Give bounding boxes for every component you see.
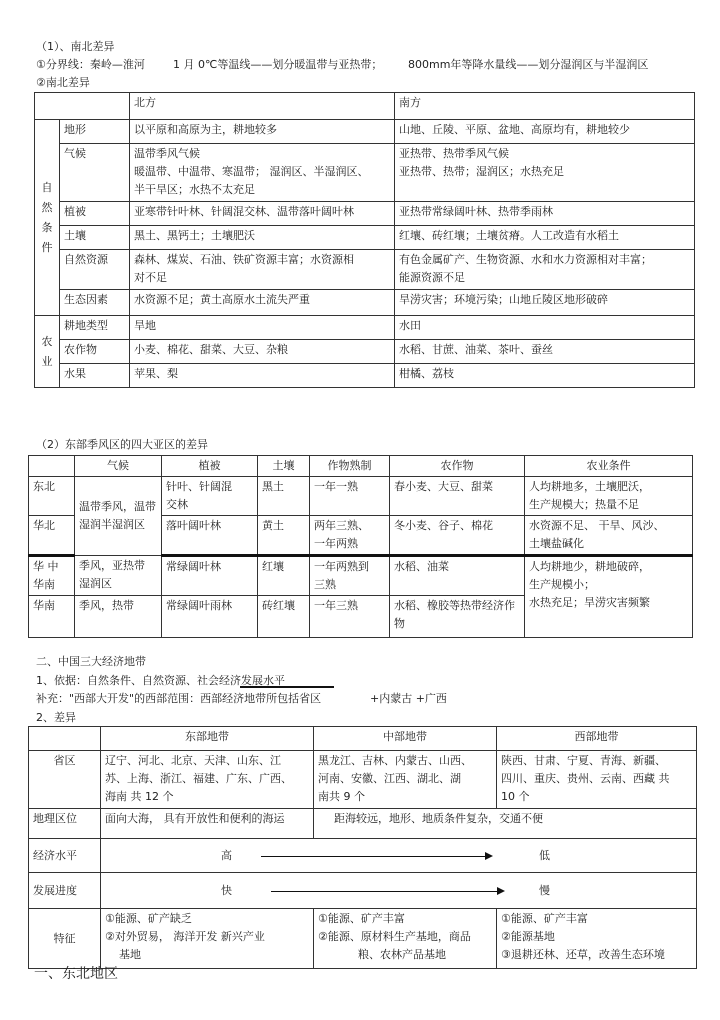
cell: 水稻、橡胶等热带经济作 物 bbox=[390, 596, 525, 638]
cell: 砖红壤 bbox=[258, 596, 310, 638]
table-row bbox=[29, 909, 697, 969]
table-row bbox=[35, 120, 695, 144]
econ-cell bbox=[101, 839, 697, 873]
cell: ①能源、矿产丰富 ②能源基地 ③退耕还林、还草，改善生态环境 bbox=[497, 909, 697, 969]
cell: 常绿阔叶林 bbox=[162, 556, 258, 596]
north-south-table bbox=[34, 92, 695, 388]
table-row bbox=[29, 809, 697, 839]
group-nature: 自然条件 bbox=[41, 180, 53, 254]
table-row bbox=[35, 226, 695, 250]
cell: 以平原和高原为主，耕地较多 bbox=[130, 120, 395, 144]
cell: 小麦、棉花、甜菜、大豆、杂粮 bbox=[130, 340, 395, 364]
cell: 黑龙江、吉林、内蒙古、山西、 河南、安徽、江西、湖北、湖 南共 9 个 bbox=[314, 751, 497, 809]
region-label: 华南 bbox=[29, 596, 75, 638]
divide-line-a: ①分界线：秦岭—淮河 bbox=[36, 58, 145, 71]
region-label: 东北 bbox=[29, 477, 75, 516]
cell: 亚寒带针叶林、针阔混交林、温带落叶阔叶林 bbox=[130, 202, 395, 226]
dev-fast: 快 bbox=[221, 884, 232, 897]
cell: 温带季风气候 暖温带、中温带、寒温带； 湿润区、半湿润区、 半干旱区；水热不太充足 bbox=[130, 144, 395, 202]
cell: 红壤 bbox=[258, 556, 310, 596]
col-header: 农作物 bbox=[390, 456, 525, 477]
dev-slow: 慢 bbox=[539, 884, 550, 897]
cell: 水稻、油菜 bbox=[390, 556, 525, 596]
group-agri: 农业 bbox=[41, 334, 53, 368]
cell: 黄土 bbox=[258, 516, 310, 556]
basis-line: 1、依据：自然条件、自然资源、社会经济发展水平 bbox=[36, 674, 285, 687]
table-row bbox=[35, 93, 695, 120]
row-label: 水果 bbox=[60, 364, 130, 388]
row-label: 耕地类型 bbox=[60, 316, 130, 340]
table-row bbox=[35, 364, 695, 388]
row-label: 农作物 bbox=[60, 340, 130, 364]
cell: 旱地 bbox=[130, 316, 395, 340]
cell: 一年三熟 bbox=[310, 596, 390, 638]
row-label: 经济水平 bbox=[29, 839, 101, 873]
divide-line-c: 800mm年等降水量线——划分湿润区与半湿润区 bbox=[408, 58, 649, 71]
cell: 有色金属矿产、生物资源、水和水力资源相对丰富； 能源资源不足 bbox=[395, 250, 695, 290]
row-label: 气候 bbox=[60, 144, 130, 202]
cell: 陕西、甘肃、宁夏、青海、新疆、 四川、重庆、贵州、云南、西藏 共 10 个 bbox=[497, 751, 697, 809]
row-label: 地理区位 bbox=[29, 809, 101, 839]
table-row bbox=[35, 202, 695, 226]
economic-zones-table bbox=[28, 726, 697, 969]
cell: 亚热带、热带季风气候 亚热带、热带；湿润区；水热充足 bbox=[395, 144, 695, 202]
col-header: 作物熟制 bbox=[310, 456, 390, 477]
supplement-b: +内蒙古 +广西 bbox=[370, 692, 447, 705]
cell: 水资源不足；黄土高原水土流失严重 bbox=[130, 290, 395, 316]
col-south: 南方 bbox=[395, 93, 695, 120]
col-header: 中部地带 bbox=[314, 727, 497, 751]
section3-heading: 二、中国三大经济地带 bbox=[36, 655, 146, 668]
table-row bbox=[35, 290, 695, 316]
cell: 旱涝灾害；环境污染；山地丘陵区地形破碎 bbox=[395, 290, 695, 316]
cell: 柑橘、荔枝 bbox=[395, 364, 695, 388]
cell: 辽宁、河北、北京、天津、山东、江 苏、上海、浙江、福建、广东、广西、 海南 共 12 个 bbox=[101, 751, 314, 809]
col-header: 农业条件 bbox=[525, 456, 693, 477]
cell: 温带季风，温带湿润半湿润区 bbox=[75, 477, 162, 556]
cell: 山地、丘陵、平原、盆地、高原均有，耕地较少 bbox=[395, 120, 695, 144]
cell: 黑土、黑钙土；土壤肥沃 bbox=[130, 226, 395, 250]
section4-heading: 一、东北地区 bbox=[34, 966, 118, 982]
col-header: 植被 bbox=[162, 456, 258, 477]
col-header: 东部地带 bbox=[101, 727, 314, 751]
underline bbox=[240, 686, 334, 688]
cell: 亚热带常绿阔叶林、热带季雨林 bbox=[395, 202, 695, 226]
table-row bbox=[29, 456, 693, 477]
cell: 春小麦、大豆、甜菜 bbox=[390, 477, 525, 516]
col-header: 西部地带 bbox=[497, 727, 697, 751]
divide-line-b: 1 月 0℃等温线——划分暖温带与亚热带； bbox=[173, 58, 383, 71]
cell: 一年一熟 bbox=[310, 477, 390, 516]
cell: 黑土 bbox=[258, 477, 310, 516]
cell: 冬小麦、谷子、棉花 bbox=[390, 516, 525, 556]
row-label: 植被 bbox=[60, 202, 130, 226]
row-label: 自然资源 bbox=[60, 250, 130, 290]
table-row bbox=[29, 477, 693, 516]
col-header: 土壤 bbox=[258, 456, 310, 477]
arrow-icon bbox=[261, 856, 491, 857]
cell: 面向大海， 具有开放性和便利的海运 bbox=[101, 809, 314, 839]
cell: 距海较远，地形、地质条件复杂，交通不便 bbox=[314, 809, 697, 839]
table-row bbox=[29, 751, 697, 809]
row-label: 土壤 bbox=[60, 226, 130, 250]
row-label: 省区 bbox=[29, 751, 101, 809]
cell: 针叶、针阔混 交林 bbox=[162, 477, 258, 516]
section1-sub: ②南北差异 bbox=[36, 76, 90, 89]
cell: ①能源、矿产缺乏 ②对外贸易， 海洋开发 新兴产业 基地 bbox=[101, 909, 314, 969]
cell: 季风，热带 bbox=[75, 596, 162, 638]
region-label: 华 中 华南 bbox=[29, 556, 75, 596]
section1-heading: （1）、南北差异 bbox=[36, 40, 115, 53]
cell: 水稻、甘蔗、油菜、茶叶、蚕丝 bbox=[395, 340, 695, 364]
table-row bbox=[35, 316, 695, 340]
col-north: 北方 bbox=[130, 93, 395, 120]
table-row bbox=[29, 727, 697, 751]
region-label: 华北 bbox=[29, 516, 75, 556]
section3-sub: 2、差异 bbox=[36, 711, 76, 724]
cell: 人均耕地少，耕地破碎， 生产规模小； 水热充足；旱涝灾害频繁 bbox=[525, 556, 693, 638]
cell: 水田 bbox=[395, 316, 695, 340]
table-row bbox=[35, 144, 695, 202]
supplement-a: 补充："西部大开发"的西部范围：西部经济地带所包括省区 bbox=[36, 692, 322, 705]
cell: 苹果、梨 bbox=[130, 364, 395, 388]
cell: 两年三熟、 一年两熟 bbox=[310, 516, 390, 556]
cell: 一年两熟到 三熟 bbox=[310, 556, 390, 596]
cell: 季风，亚热带 湿润区 bbox=[75, 556, 162, 596]
row-label: 特征 bbox=[29, 909, 101, 969]
arrow-icon bbox=[271, 891, 503, 892]
cell: 落叶阔叶林 bbox=[162, 516, 258, 556]
row-label: 地形 bbox=[60, 120, 130, 144]
cell: 红壤、砖红壤；土壤贫瘠。人工改造有水稻土 bbox=[395, 226, 695, 250]
cell: 常绿阔叶雨林 bbox=[162, 596, 258, 638]
table-row bbox=[35, 340, 695, 364]
cell: 森林、煤炭、石油、铁矿资源丰富；水资源相 对不足 bbox=[130, 250, 395, 290]
row-label: 生态因素 bbox=[60, 290, 130, 316]
subregion-table bbox=[28, 455, 693, 638]
table-row bbox=[29, 556, 693, 596]
row-label: 发展进度 bbox=[29, 873, 101, 909]
econ-high: 高 bbox=[221, 849, 232, 862]
table-row bbox=[35, 250, 695, 290]
table-row bbox=[29, 839, 697, 873]
col-header: 气候 bbox=[75, 456, 162, 477]
cell: 水资源不足、 干旱、风沙、 土壤盐碱化 bbox=[525, 516, 693, 556]
cell: 人均耕地多，土壤肥沃， 生产规模大；热量不足 bbox=[525, 477, 693, 516]
table-row bbox=[29, 873, 697, 909]
econ-low: 低 bbox=[539, 849, 550, 862]
cell: ①能源、矿产丰富 ②能源、原材料生产基地，商品 粮、农林产品基地 bbox=[314, 909, 497, 969]
dev-cell bbox=[101, 873, 697, 909]
section2-heading: （2）东部季风区的四大亚区的差异 bbox=[36, 438, 208, 451]
